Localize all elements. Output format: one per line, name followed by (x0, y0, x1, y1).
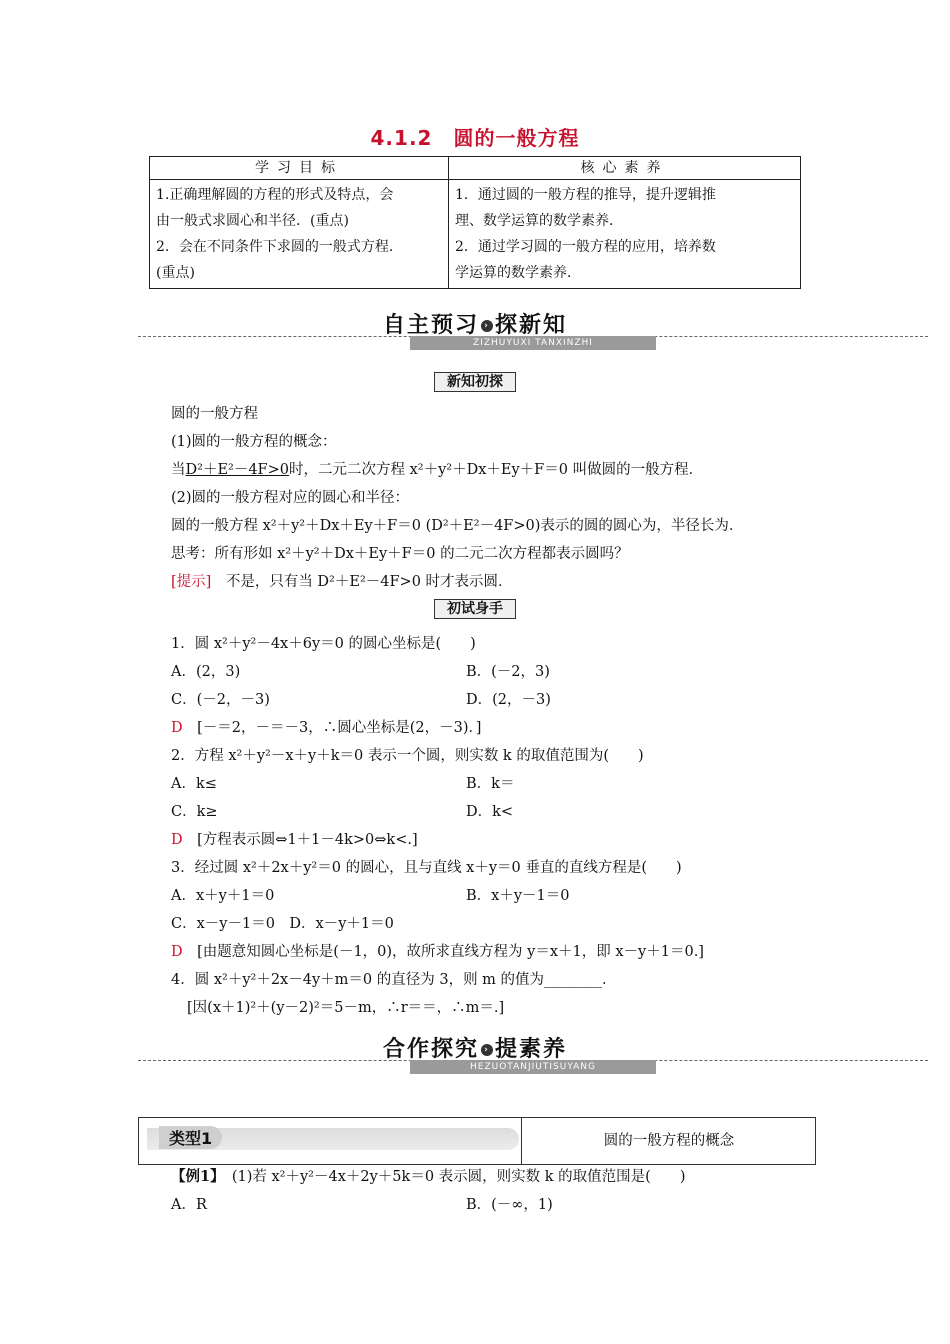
text-line (171, 458, 703, 479)
learning-goals-table (149, 156, 801, 289)
page-title: 4.1.2 圆的一般方程 (370, 126, 580, 150)
subhead-new-knowledge (0, 372, 950, 392)
goals-cell (150, 180, 449, 289)
option-a: A．R (171, 1197, 207, 1213)
answer-letter: D (171, 944, 183, 960)
literacy-cell (449, 180, 801, 289)
text-line: 圆的一般方程 x²＋y²＋Dx＋Ey＋F＝0 (D²＋E²－4F>0)表示的圆的圆心为，半径长为． (171, 518, 744, 534)
literacy-line: 2．通过学习圆的一般方程的应用，培养数 (455, 239, 716, 255)
option-d: D．(2，－3) (466, 692, 551, 708)
question-stem: 3．经过圆 x²＋2x＋y²＝0 的圆心，且与直线 x＋y＝0 垂直的直线方程是( ) (171, 860, 682, 876)
banner-second-text: 探新知 (495, 313, 568, 338)
banner-pinyin: HEZUOTANJIUTISUYANG (410, 1060, 656, 1074)
banner-title (0, 308, 950, 339)
type-label: 类型1 (159, 1126, 222, 1149)
table-header-goals: 学习目标 (150, 157, 449, 180)
literacy-line: 理、数学运算的数学素养． (455, 213, 623, 229)
answer-letter: D (171, 832, 183, 848)
question-stem: 4．圆 x²＋y²＋2x－4y＋m＝0 的直径为 3，则 m 的值为________． (171, 972, 617, 988)
section-banner-preview (0, 308, 950, 358)
goal-line: 1.正确理解圆的方程的形式及特点，会 (156, 187, 394, 203)
arrow-circle-icon: › (481, 320, 493, 332)
answer-line (171, 828, 418, 849)
text-fragment: 当 (171, 462, 186, 478)
type-title: 圆的一般方程的概念 (521, 1118, 816, 1164)
option-c: C．k≥ (171, 804, 218, 820)
option-a: A．k≤ (171, 776, 217, 792)
text-line: 圆的一般方程 (171, 406, 258, 422)
hint-tag: [提示] (171, 574, 212, 590)
section-banner-explore (0, 1032, 950, 1082)
goal-line: (重点) (156, 265, 195, 281)
answer-explanation: [由题意知圆心坐标是(－1，0)，故所求直线方程为 y＝x＋1，即 x－y＋1＝0.] (197, 944, 704, 960)
goal-line: 由一般式求圆心和半径．(重点) (156, 213, 349, 229)
banner-second-text: 提素养 (495, 1037, 568, 1062)
answer-explanation: [方程表示圆⇔1＋1－4k>0⇔k<.] (197, 832, 418, 848)
text-line: (2)圆的一般方程对应的圆心和半径： (171, 490, 410, 506)
text-line: (1)圆的一般方程的概念： (171, 434, 337, 450)
goal-line: 2．会在不同条件下求圆的一般式方程． (156, 239, 403, 255)
subhead-label: 新知初探 (434, 372, 516, 392)
subhead-try (0, 599, 950, 619)
question-stem: 1．圆 x²＋y²－4x＋6y＝0 的圆心坐标是( ) (171, 636, 476, 652)
arrow-circle-icon: › (481, 1044, 493, 1056)
answer-line (171, 940, 704, 961)
answer-line (171, 716, 481, 737)
option-b: B．(－2，3) (466, 664, 550, 680)
answer-explanation: [－＝2，－＝－3，∴圆心坐标是(2，－3)．] (197, 720, 482, 736)
option-a: A．(2，3) (171, 664, 241, 680)
option-a: A．x＋y＋1＝0 (171, 888, 275, 904)
example-text: (1)若 x²＋y²－4x＋2y＋5k＝0 表示圆，则实数 k 的取值范围是( ) (231, 1169, 686, 1185)
subhead-label: 初试身手 (434, 599, 516, 619)
answer-explanation: [因(x＋1)²＋(y－2)²＝5－m，∴r＝＝，∴m＝.] (187, 1000, 505, 1016)
banner-main-text: 合作探究 (382, 1037, 479, 1062)
banner-main-text: 自主预习 (382, 313, 479, 338)
type-label-area (139, 1118, 521, 1164)
example-stem (171, 1165, 685, 1186)
banner-pinyin: ZIZHUYUXI TANXINZHI (410, 336, 656, 350)
question-stem: 2．方程 x²＋y²－x＋y＋k＝0 表示一个圆，则实数 k 的取值范围为( ) (171, 748, 644, 764)
condition-underlined: D²＋E²－4F>0 (185, 462, 289, 478)
option-cd: C．x－y－1＝0 D．x－y＋1＝0 (171, 916, 394, 932)
literacy-line: 学运算的数学素养． (455, 265, 581, 281)
banner-title (0, 1032, 950, 1063)
answer-letter: D (171, 720, 183, 736)
text-fragment: 时，二元二次方程 x²＋y²＋Dx＋Ey＋F＝0 叫做圆的一般方程． (289, 462, 704, 478)
type-header-box (138, 1117, 816, 1165)
hint-text: 不是，只有当 D²＋E²－4F>0 时才表示圆． (225, 574, 513, 590)
literacy-line: 1．通过圆的一般方程的推导，提升逻辑推 (455, 187, 716, 203)
option-b: B．x＋y－1＝0 (466, 888, 570, 904)
text-line: 思考：所有形如 x²＋y²＋Dx＋Ey＋F＝0 的二元二次方程都表示圆吗？ (171, 546, 629, 562)
table-header-literacy: 核心素养 (449, 157, 801, 180)
option-b: B．k＝ (466, 776, 515, 792)
example-tag: 【例1】 (171, 1168, 218, 1185)
option-d: D．k< (466, 804, 514, 820)
option-c: C．(－2，－3) (171, 692, 270, 708)
hint-line (171, 570, 513, 591)
option-b: B．(－∞，1) (466, 1197, 553, 1213)
